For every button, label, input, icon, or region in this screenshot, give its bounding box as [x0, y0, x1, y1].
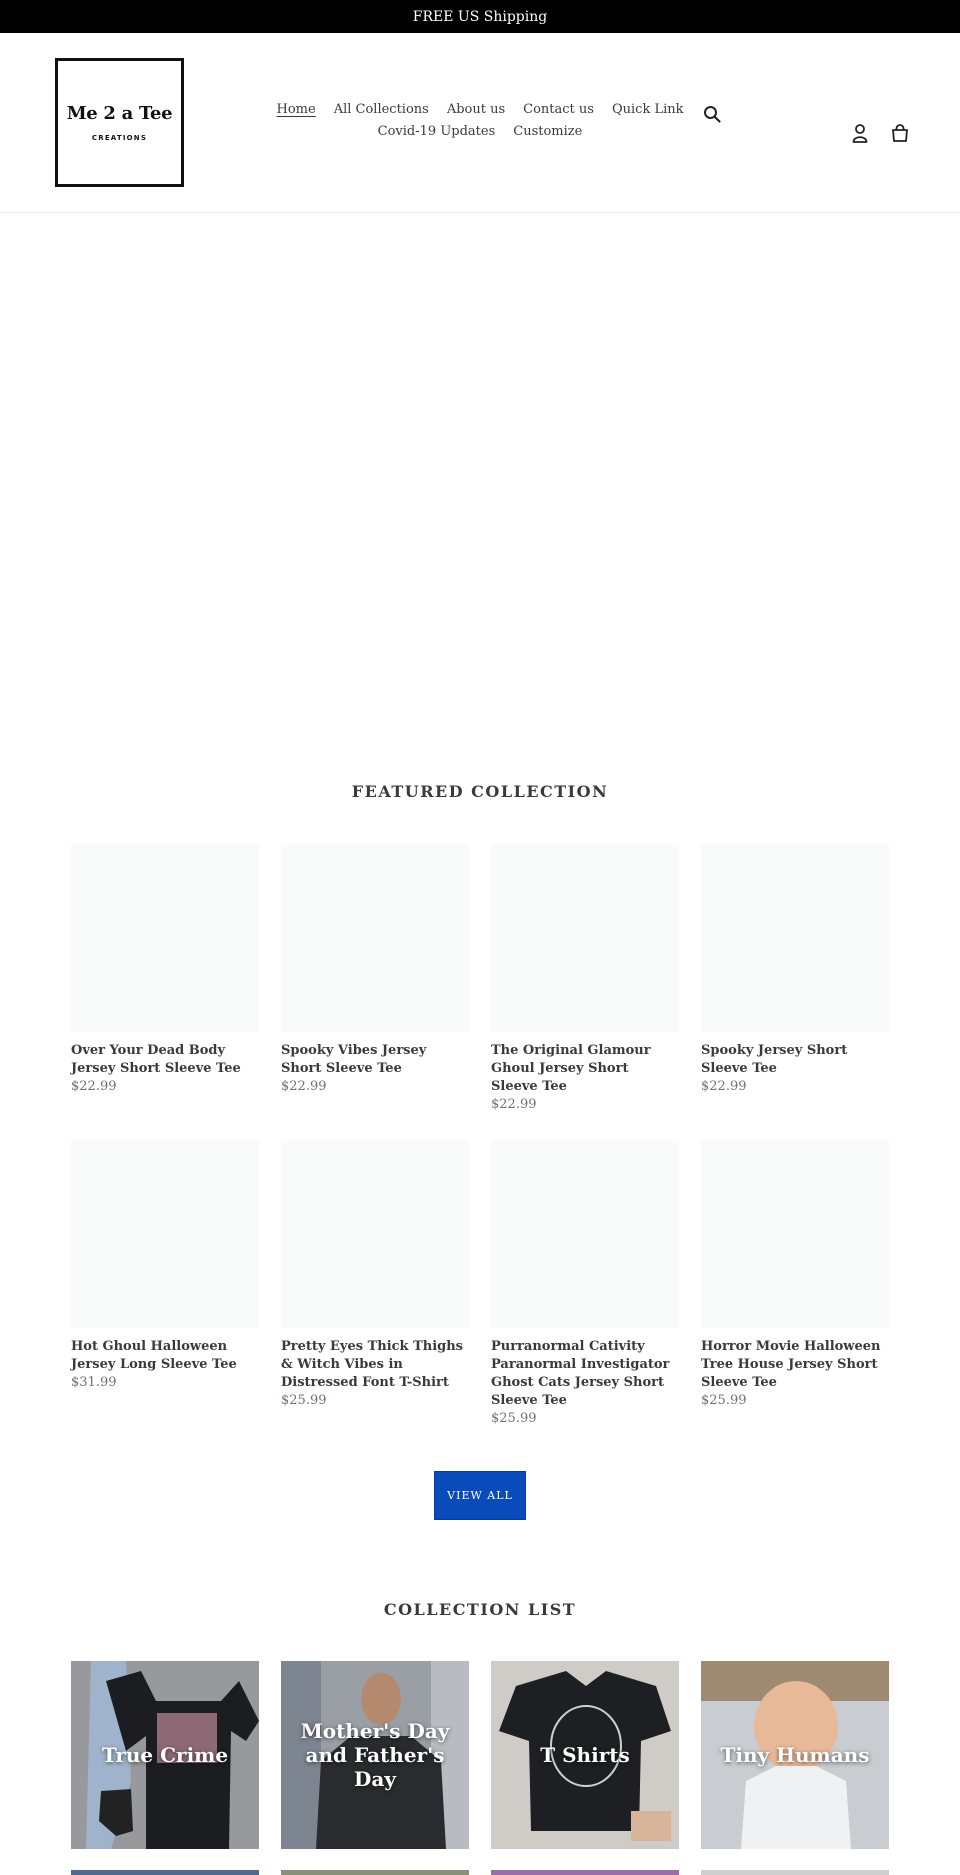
- featured-collection-title: FEATURED COLLECTION: [351, 782, 609, 801]
- nav-contact-us[interactable]: Contact us: [523, 102, 594, 117]
- product-title[interactable]: Hot Ghoul Halloween Jersey Long Sleeve Tee: [71, 1339, 237, 1372]
- search-icon: [703, 105, 721, 123]
- user-icon: [852, 124, 868, 143]
- product-image[interactable]: [701, 1140, 889, 1328]
- collection-tile-t-shirts[interactable]: [491, 1661, 679, 1849]
- product-card[interactable]: [281, 844, 469, 1096]
- nav-covid-updates[interactable]: Covid-19 Updates: [377, 124, 496, 139]
- product-price: $25.99: [701, 1393, 747, 1408]
- product-image[interactable]: [71, 844, 259, 1032]
- nav-row-2: [270, 121, 690, 143]
- product-card[interactable]: [701, 1140, 889, 1410]
- collection-tile-partial[interactable]: [71, 1870, 259, 1875]
- product-image[interactable]: [281, 844, 469, 1032]
- product-title[interactable]: Spooky Vibes Jersey Short Sleeve Tee: [281, 1043, 427, 1076]
- collection-tile-partial[interactable]: [701, 1870, 889, 1875]
- product-image[interactable]: [71, 1140, 259, 1328]
- product-price: $25.99: [281, 1393, 327, 1408]
- product-price: $22.99: [701, 1079, 747, 1094]
- product-card[interactable]: [491, 844, 679, 1114]
- collection-label: True Crime: [101, 1743, 229, 1767]
- product-title[interactable]: Purranormal Cativity Paranormal Investigator Ghost Cats Jersey Short Sleeve Tee: [491, 1339, 670, 1408]
- hero-banner: [0, 214, 960, 714]
- site-header: [0, 33, 960, 213]
- product-price: $31.99: [71, 1375, 117, 1390]
- product-card[interactable]: [701, 844, 889, 1096]
- product-title[interactable]: Spooky Jersey Short Sleeve Tee: [701, 1043, 848, 1076]
- product-title[interactable]: Horror Movie Halloween Tree House Jersey Short Sleeve Tee: [701, 1339, 881, 1390]
- product-price: $22.99: [281, 1079, 327, 1094]
- collection-tile-partial[interactable]: [491, 1870, 679, 1875]
- collection-list-title: COLLECTION LIST: [383, 1600, 577, 1619]
- nav-all-collections[interactable]: All Collections: [333, 102, 429, 117]
- collection-tile-partial[interactable]: [281, 1870, 469, 1875]
- product-card[interactable]: [71, 844, 259, 1096]
- product-title[interactable]: The Original Glamour Ghoul Jersey Short Sleeve Tee: [491, 1043, 651, 1094]
- product-image[interactable]: [491, 1140, 679, 1328]
- product-image[interactable]: [491, 844, 679, 1032]
- product-card[interactable]: [281, 1140, 469, 1410]
- product-card[interactable]: [491, 1140, 679, 1428]
- product-price: $25.99: [491, 1411, 537, 1426]
- logo-subtitle: CREATIONS: [91, 134, 148, 142]
- product-card[interactable]: [71, 1140, 259, 1392]
- product-image[interactable]: [701, 844, 889, 1032]
- view-all-button[interactable]: VIEW ALL: [434, 1471, 526, 1520]
- announcement-bar: [0, 0, 960, 33]
- nav-about-us[interactable]: About us: [446, 102, 506, 117]
- product-title[interactable]: Pretty Eyes Thick Thighs & Witch Vibes in Distressed Font T-Shirt: [281, 1339, 463, 1390]
- collection-tile-true-crime[interactable]: [71, 1661, 259, 1849]
- product-title[interactable]: Over Your Dead Body Jersey Short Sleeve Tee: [71, 1043, 241, 1076]
- main-nav: [270, 99, 690, 143]
- nav-customize[interactable]: Customize: [513, 124, 583, 139]
- product-image[interactable]: [281, 1140, 469, 1328]
- search-button[interactable]: [700, 102, 724, 126]
- collection-label: Tiny Humans: [720, 1743, 870, 1767]
- logo-title: Me 2 a Tee: [66, 103, 173, 124]
- site-logo[interactable]: [55, 58, 184, 187]
- collection-label: T Shirts: [540, 1743, 630, 1767]
- nav-home[interactable]: Home: [276, 102, 316, 117]
- collection-label: Mother's Day and Father's Day: [300, 1719, 450, 1791]
- announcement-text: FREE US Shipping: [412, 8, 548, 25]
- product-price: $22.99: [491, 1097, 537, 1112]
- nav-row-1: [270, 99, 690, 121]
- cart-button[interactable]: [888, 121, 912, 145]
- collection-tile-tiny-humans[interactable]: [701, 1661, 889, 1849]
- product-price: $22.99: [71, 1079, 117, 1094]
- account-button[interactable]: [848, 121, 872, 145]
- bag-icon: [891, 124, 909, 142]
- collection-tile-parents-day[interactable]: [281, 1661, 469, 1849]
- nav-quick-link[interactable]: Quick Link: [611, 102, 684, 117]
